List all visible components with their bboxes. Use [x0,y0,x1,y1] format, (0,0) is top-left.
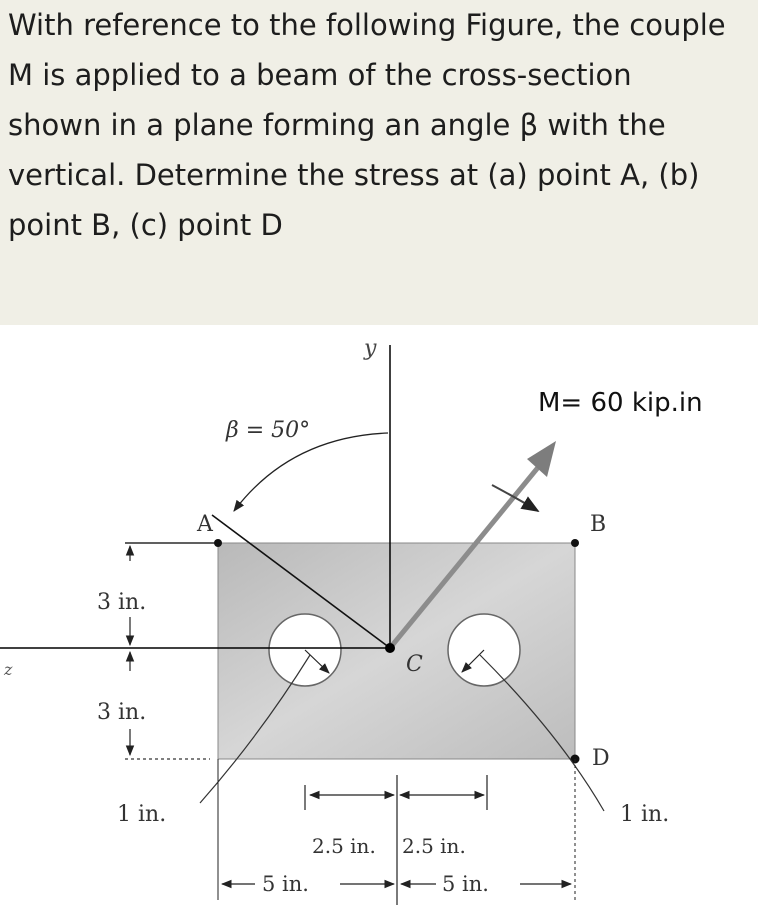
z-axis-label: z [4,660,13,679]
figure-svg [0,325,758,912]
point-a-marker [214,539,222,547]
question-text [0,0,758,325]
point-c-marker [385,643,395,653]
moment-label: M= 60 kip.in [538,388,703,418]
point-d-label: D [592,746,610,771]
dim-25-left-label: 2.5 in. [312,834,376,858]
question-line: point B, (c) point D [8,208,283,242]
question-line: M is applied to a beam of the cross-section [8,58,632,92]
question-line: vertical. Determine the stress at (a) point A, (b) [8,158,700,192]
dim-25-right-label: 2.5 in. [402,834,466,858]
point-a-label: A [197,512,213,537]
y-axis-label: y [364,336,377,361]
question-line: shown in a plane forming an angle β with the [8,108,666,142]
dim-5-right-label: 5 in. [442,872,489,896]
point-c-label: C [406,652,423,677]
point-b-label: B [590,512,607,537]
beta-label: β = 50° [226,418,311,443]
point-b-marker [571,539,579,547]
question-line: With reference to the following Figure, the couple [8,8,726,42]
dim-5-left-label: 5 in. [262,872,309,896]
left-hole-radius-label: 1 in. [117,802,167,827]
dim-bottom-label: 3 in. [97,700,147,725]
beam-cross-section-figure [0,325,758,912]
dim-top-label: 3 in. [97,590,147,615]
moment-arrowhead [527,441,556,477]
right-hole-radius-label: 1 in. [620,802,670,827]
beta-arc [234,433,388,511]
moment-rotation-arrow [492,485,538,511]
